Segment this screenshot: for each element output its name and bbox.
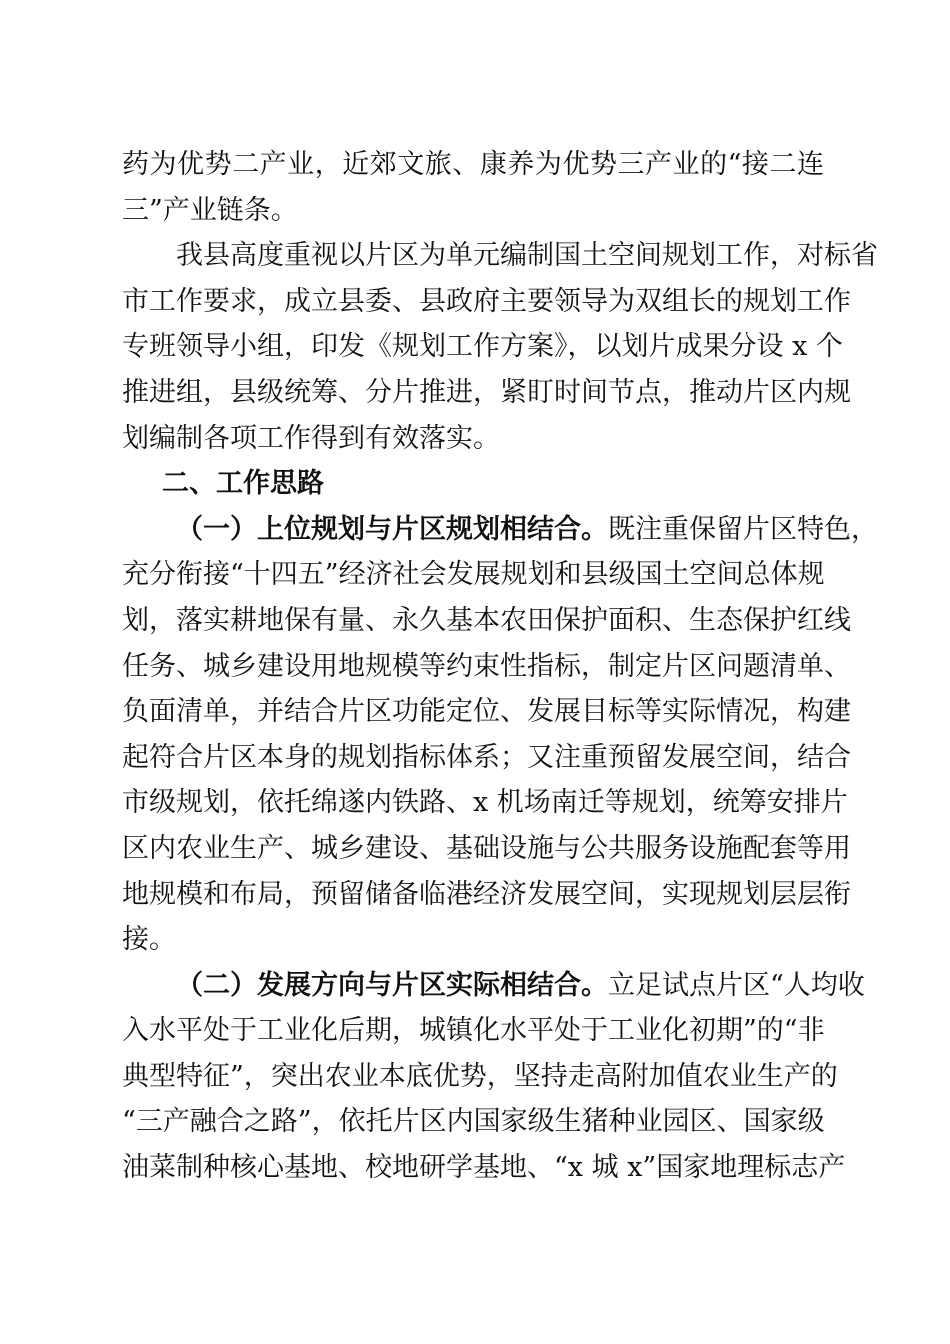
paragraph-4-first-line-rest: 立足试点片区“人均收 [608,969,865,1001]
paragraph-3-line: 接。 [122,924,176,956]
paragraph-2-line: 我县高度重视以片区为单元编制国土空间规划工作，对标省 [176,240,878,272]
paragraph-3-line: 地规模和布局，预留储备临港经济发展空间，实现规划层层衔 [122,878,851,910]
paragraph-3-lead: （一）上位规划与片区规划相结合。 [176,513,608,545]
paragraph-3-line: 市级规划，依托绵遂内铁路、x 机场南迁等规划，统筹安排片 [122,787,848,819]
paragraph-3-line: 区内农业生产、城乡建设、基础设施与公共服务设施配套等用 [122,832,851,864]
paragraph-4-first-line [122,963,865,1009]
paragraph-4-lead: （二）发展方向与片区实际相结合。 [176,969,608,1001]
paragraph-1-line: 三”产业链条。 [122,194,298,226]
paragraph-2-line: 市工作要求，成立县委、县政府主要领导为双组长的规划工作 [122,285,851,317]
paragraph-4-line: “三产融合之路”，依托片区内国家级生猪种业园区、国家级 [122,1106,825,1138]
paragraph-3-line: 划，落实耕地保有量、永久基本农田保护面积、生态保护红线 [122,604,851,636]
paragraph-3-first-line-rest: 既注重保留片区特色， [608,513,878,545]
paragraph-2-line: 推进组，县级统筹、分片推进，紧盯时间节点，推动片区内规 [122,376,851,408]
document-body [122,142,878,1191]
paragraph-4-line: 入水平处于工业化后期，城镇化水平处于工业化初期”的“非 [122,1015,825,1047]
paragraph-4-line: 典型特征”，突出农业本底优势，坚持走高附加值农业生产的 [122,1060,838,1092]
paragraph-3-first-line [122,507,878,553]
paragraph-3-line: 负面清单，并结合片区功能定位、发展目标等实际情况，构建 [122,696,851,728]
paragraph-3-line: 充分衔接“十四五”经济社会发展规划和县级国土空间总体规 [122,559,825,591]
paragraph-2-line: 专班领导小组，印发《规划工作方案》，以划片成果分设 x 个 [122,331,843,363]
paragraph-2-line: 划编制各项工作得到有效落实。 [122,422,500,454]
paragraph-4-line: 油菜制种核心基地、校地研学基地、“x 城 x”国家地理标志产 [122,1152,846,1184]
paragraph-3-line: 起符合片区本身的规划指标体系；又注重预留发展空间，结合 [122,741,851,773]
paragraph-3-line: 任务、城乡建设用地规模等约束性指标，制定片区问题清单、 [122,650,851,682]
section-heading: 二、工作思路 [162,468,324,500]
paragraph-1-line: 药为优势二产业，近郊文旅、康养为优势三产业的“接二连 [122,149,824,180]
